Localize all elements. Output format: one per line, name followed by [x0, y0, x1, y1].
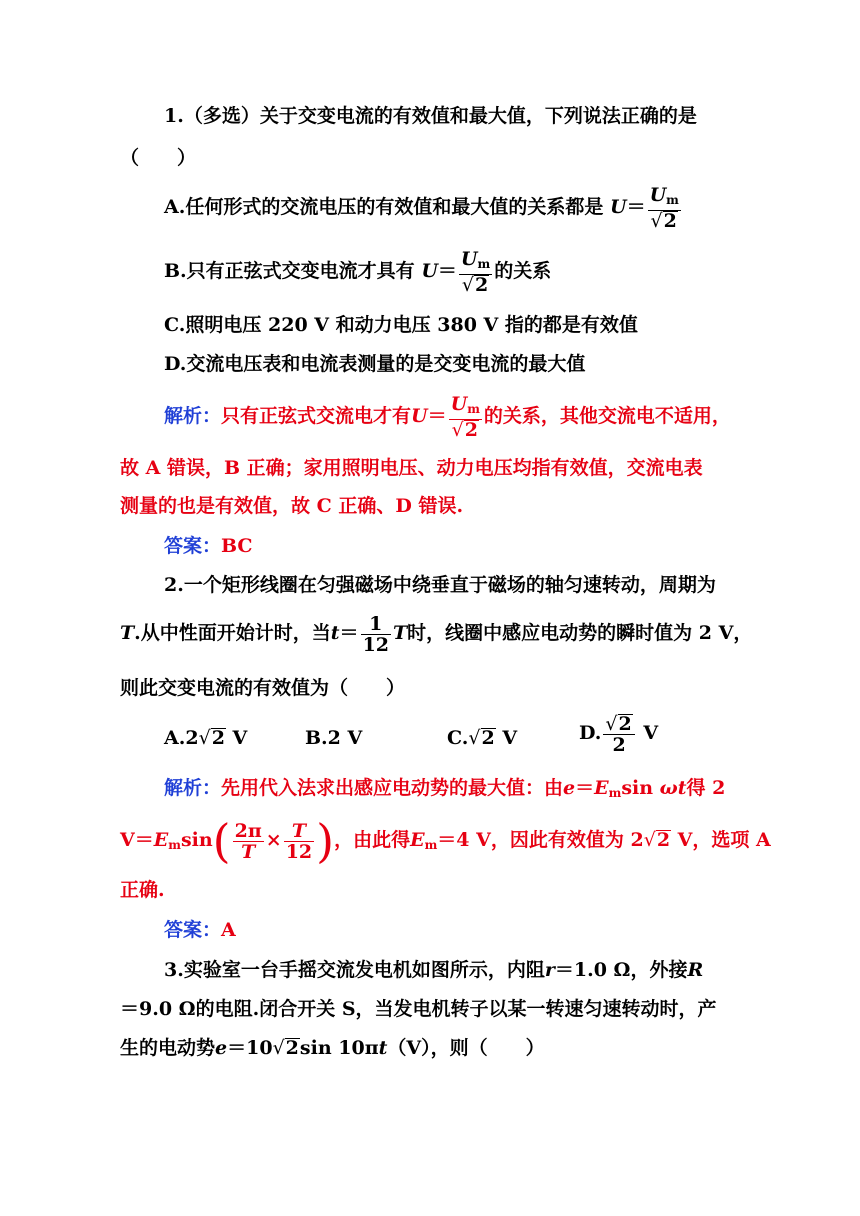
formula-um-over-sqrt2: $\frac{U_m}{√2}$ — [460, 248, 491, 296]
sqrt-2: √2 — [468, 727, 495, 749]
q2-analysis-text-e: ＝4 V，因此有效值为 2 — [437, 829, 644, 851]
q2-answer — [164, 918, 236, 942]
q3-stem-text-e: sin 10π — [299, 1037, 379, 1059]
sqrt-2: √2 — [198, 727, 225, 749]
q2-option-a-text: A.2 — [164, 727, 199, 749]
q2-analysis-text-b: 得 2 — [686, 777, 726, 799]
sqrt-2: √2 — [643, 829, 671, 851]
q2-analysis-label: 解析： — [164, 777, 222, 799]
q2-stem-text-b: 时，线圈中感应电动势的瞬时值为 2 V， — [407, 622, 753, 644]
q1-option-a: A.任何形式的交流电压的有效值和最大值的关系都是 U＝ $\frac{U_m}{√2}$ — [164, 184, 679, 232]
q2-stem-text-a: .从中性面开始计时，当 — [134, 622, 331, 644]
q2-stem-line3: 则此交变电流的有效值为（ ） — [120, 677, 406, 699]
formula-2pi-over-t: $\frac{2\pi}{T}$ — [234, 819, 262, 863]
q2-option-d-unit: V — [636, 722, 659, 744]
sqrt-2: √2 — [272, 1037, 299, 1059]
q1-analysis-label: 解析： — [164, 405, 222, 427]
q1-answer-label: 答案： — [164, 535, 222, 557]
q1-option-d: D.交流电压表和电流表测量的是交变电流的最大值 — [164, 353, 586, 375]
q2-stem-line1: 2.一个矩形线圈在匀强磁场中绕垂直于磁场的轴匀速转动，周期为 — [164, 574, 716, 596]
q3-stem-text-c: 生的电动势 — [120, 1037, 216, 1059]
q2-analysis-line2: $V=E_m\sin$( $\frac{2\pi}{T}$ × $\frac{T}{12}$ )，由此得$E_m=4$ V，因此有效值为 2√2 V，选项 A — [120, 814, 771, 868]
q3-stem-text-b: ＝1.0 Ω，外接 — [554, 959, 688, 981]
q2-option-b: B.2 V — [305, 727, 363, 749]
q1-answer — [164, 534, 253, 558]
q1-option-b: B.只有正弦式交变电流才具有 U＝ $\frac{U_m}{√2}$ 的关系 — [164, 248, 552, 296]
q3-stem-line3: 生的电动势e＝10√2sin 10πt（V），则（ ） — [120, 1037, 545, 1059]
q2-option-d-text: D. — [579, 722, 602, 744]
q2-option-a — [164, 726, 247, 750]
q2-option-c-unit: V — [495, 727, 518, 749]
q3-stem-text-f: （V），则（ ） — [387, 1037, 545, 1059]
q2-analysis-text-c: V＝ — [120, 829, 154, 851]
q2-option-c-text: C. — [447, 727, 469, 749]
formula-um-over-sqrt2: $\frac{U_m}{√2}$ — [649, 184, 679, 232]
q2-analysis-text-f: V，选项 A — [671, 829, 771, 851]
q1-option-c: C.照明电压 220 V 和动力电压 380 V 指的都是有效值 — [164, 314, 638, 336]
q3-stem-line1: 3.实验室一台手摇交流发电机如图所示，内阻r＝1.0 Ω，外接R — [164, 959, 704, 981]
q2-analysis-line1: 解析：先用代入法求出感应电动势的最大值：由$e=E_m\sin$ ωt得 2 — [164, 777, 726, 800]
q2-answer-value: A — [221, 919, 236, 941]
q1-analysis-line2: 故 A 错误，B 正确；家用照明电压、动力电压均指有效值，交流电表 — [120, 457, 703, 479]
q2-analysis-line3: 正确. — [120, 879, 165, 901]
formula-sqrt2-over-2: $\frac{√2}{2}$ — [603, 714, 634, 755]
q1-stem-line2: （ ） — [120, 147, 197, 169]
q1-analysis-line3: 测量的也是有效值，故 C 正确、D 错误. — [120, 495, 464, 517]
formula-1-over-12: $\frac{1}{12}$ — [362, 612, 390, 656]
q1-analysis-text-b: 的关系，其他交流电不适用， — [483, 405, 731, 427]
q3-stem-text-a: 3.实验室一台手摇交流发电机如图所示，内阻 — [164, 959, 545, 981]
q2-analysis-text-a: 先用代入法求出感应电动势的最大值：由 — [221, 777, 564, 799]
q1-option-a-text: A.任何形式的交流电压的有效值和最大值的关系都是 — [164, 196, 604, 218]
formula-um-over-sqrt2: $\frac{U_m}{√2}$ — [450, 393, 480, 441]
q1-option-b-suffix: 的关系 — [494, 260, 552, 282]
q1-answer-value: BC — [221, 535, 253, 557]
q3-stem-line2: ＝9.0 Ω的电阻.闭合开关 S，当发电机转子以某一转速匀速转动时，产 — [120, 998, 717, 1020]
q1-stem-line1: 1.（多选）关于交变电流的有效值和最大值，下列说法正确的是 — [164, 105, 697, 127]
q1-option-b-text: B.只有正弦式交变电流才具有 — [164, 260, 415, 282]
q2-option-a-unit: V — [225, 727, 248, 749]
formula-t-over-12: $\frac{T}{12}$ — [285, 819, 313, 863]
q1-analysis-line1: 解析：只有正弦式交流电才有U＝ $\frac{U_m}{√2}$ 的关系，其他交流电不适用， — [164, 393, 731, 441]
q3-stem-text-d: ＝10 — [227, 1037, 273, 1059]
q2-analysis-text-d: ，由此得 — [334, 829, 411, 851]
q2-option-c — [447, 726, 517, 750]
q1-analysis-text-a: 只有正弦式交流电才有 — [221, 405, 412, 427]
q2-option-d — [579, 712, 658, 755]
q2-answer-label: 答案： — [164, 919, 222, 941]
q2-stem-line2: T.从中性面开始计时，当t＝ $\frac{1}{12}$ T时，线圈中感应电动势的瞬时值为 2 V， — [120, 612, 753, 656]
